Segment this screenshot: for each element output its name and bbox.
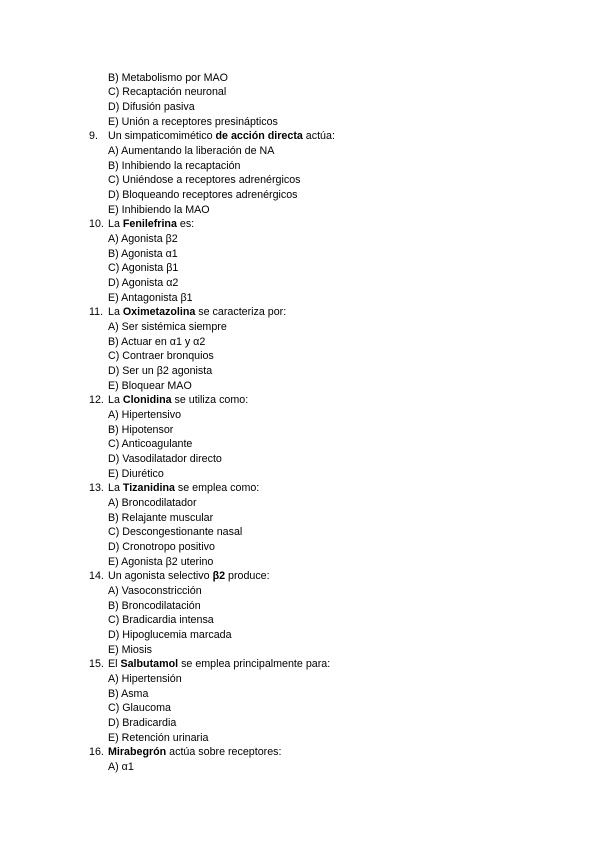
answer-option: D) Hipoglucemia marcada bbox=[108, 629, 232, 641]
answer-option: C) Bradicardia intensa bbox=[108, 614, 214, 627]
question-keyword: β2 bbox=[212, 570, 226, 583]
answer-option: A) Hipertensión bbox=[108, 673, 182, 685]
answer-option: B) Metabolismo por MAO bbox=[108, 71, 228, 84]
answer-option: C) Glaucoma bbox=[108, 702, 171, 715]
question-text: La bbox=[108, 218, 123, 231]
answer-option: C) Contraer bronquios bbox=[108, 350, 214, 363]
answer-option: D) Cronotropo positivo bbox=[108, 540, 215, 553]
question-stem bbox=[89, 129, 335, 143]
question-stem bbox=[89, 217, 194, 231]
question-text: La bbox=[108, 482, 123, 495]
question-text: La bbox=[108, 394, 123, 407]
question-keyword: Tizanidina bbox=[122, 482, 175, 495]
question-number: 12. bbox=[89, 394, 104, 407]
question-text: es: bbox=[176, 218, 195, 231]
answer-option: E) Agonista β2 uterino bbox=[108, 555, 214, 568]
answer-option: D) Bradicardia bbox=[108, 717, 177, 729]
question-number: 13. bbox=[89, 482, 104, 495]
answer-option: B) Broncodilatación bbox=[108, 599, 201, 612]
answer-option: B) Actuar en α1 y α2 bbox=[108, 335, 206, 348]
question-text: produce: bbox=[225, 570, 270, 583]
answer-option: E) Bloquear MAO bbox=[108, 379, 192, 392]
answer-option: C) Recaptación neuronal bbox=[108, 86, 227, 99]
answer-option: A) α1 bbox=[108, 761, 134, 773]
question-text: actúa sobre receptores: bbox=[166, 746, 282, 759]
question-text: Un simpaticomimético bbox=[108, 130, 216, 143]
question-text: Un agonista selectivo bbox=[108, 570, 213, 583]
question-stem bbox=[89, 305, 286, 319]
answer-option: A) Agonista β2 bbox=[108, 232, 178, 245]
question-keyword: Oximetazolina bbox=[122, 306, 196, 319]
question-text: se caracteriza por: bbox=[195, 306, 287, 319]
question-stem bbox=[89, 569, 270, 583]
question-text: se emplea principalmente para: bbox=[178, 658, 331, 671]
question-keyword: Clonidina bbox=[122, 394, 172, 407]
answer-option: B) Agonista α1 bbox=[108, 247, 178, 260]
question-stem bbox=[89, 657, 330, 671]
answer-option: B) Asma bbox=[108, 687, 149, 700]
answer-option: A) Aumentando la liberación de NA bbox=[108, 144, 275, 157]
answer-option: C) Anticoagulante bbox=[108, 438, 193, 451]
question-number: 10. bbox=[89, 218, 104, 231]
question-keyword: Fenilefrina bbox=[122, 218, 177, 231]
question-number: 14. bbox=[89, 570, 104, 583]
answer-option: E) Unión a receptores presinápticos bbox=[108, 115, 278, 128]
answer-option: E) Retención urinaria bbox=[108, 731, 209, 744]
question-number: 16. bbox=[89, 746, 104, 759]
question-text: actúa: bbox=[302, 130, 335, 143]
answer-option: A) Broncodilatador bbox=[108, 496, 197, 509]
answer-option: D) Ser un β2 agonista bbox=[108, 364, 213, 377]
answer-option: B) Relajante muscular bbox=[108, 511, 214, 524]
question-keyword: Mirabegrón bbox=[108, 746, 167, 759]
question-stem bbox=[89, 481, 259, 495]
answer-option: A) Vasoconstricción bbox=[108, 585, 202, 597]
answer-option: D) Difusión pasiva bbox=[108, 100, 195, 113]
answer-option: B) Hipotensor bbox=[108, 423, 174, 436]
question-stem bbox=[89, 745, 281, 759]
answer-option: A) Hipertensivo bbox=[108, 408, 182, 421]
answer-option: C) Uniéndose a receptores adrenérgicos bbox=[108, 174, 301, 187]
answer-option: A) Ser sistémica siempre bbox=[108, 320, 227, 333]
answer-option: D) Agonista α2 bbox=[108, 276, 179, 289]
answer-option: C) Descongestionante nasal bbox=[108, 526, 243, 539]
question-text: La bbox=[108, 306, 123, 319]
question-number: 11. bbox=[89, 306, 104, 319]
question-text: se utiliza como: bbox=[171, 394, 249, 407]
answer-option: E) Inhibiendo la MAO bbox=[108, 203, 210, 216]
answer-option: D) Vasodilatador directo bbox=[108, 452, 222, 465]
question-keyword: de acción directa bbox=[215, 130, 303, 143]
answer-option: D) Bloqueando receptores adrenérgicos bbox=[108, 188, 298, 201]
answer-option: E) Diurético bbox=[108, 467, 164, 480]
answer-option: C) Agonista β1 bbox=[108, 262, 179, 275]
question-text: El bbox=[108, 658, 121, 671]
question-number: 9. bbox=[89, 130, 98, 143]
answer-option: E) Miosis bbox=[108, 643, 152, 656]
answer-option: B) Inhibiendo la recaptación bbox=[108, 159, 241, 172]
answer-option: E) Antagonista β1 bbox=[108, 291, 193, 304]
question-keyword: Salbutamol bbox=[120, 658, 179, 671]
question-number: 15. bbox=[89, 658, 104, 671]
question-text: se emplea como: bbox=[174, 482, 260, 495]
question-stem bbox=[89, 393, 248, 407]
